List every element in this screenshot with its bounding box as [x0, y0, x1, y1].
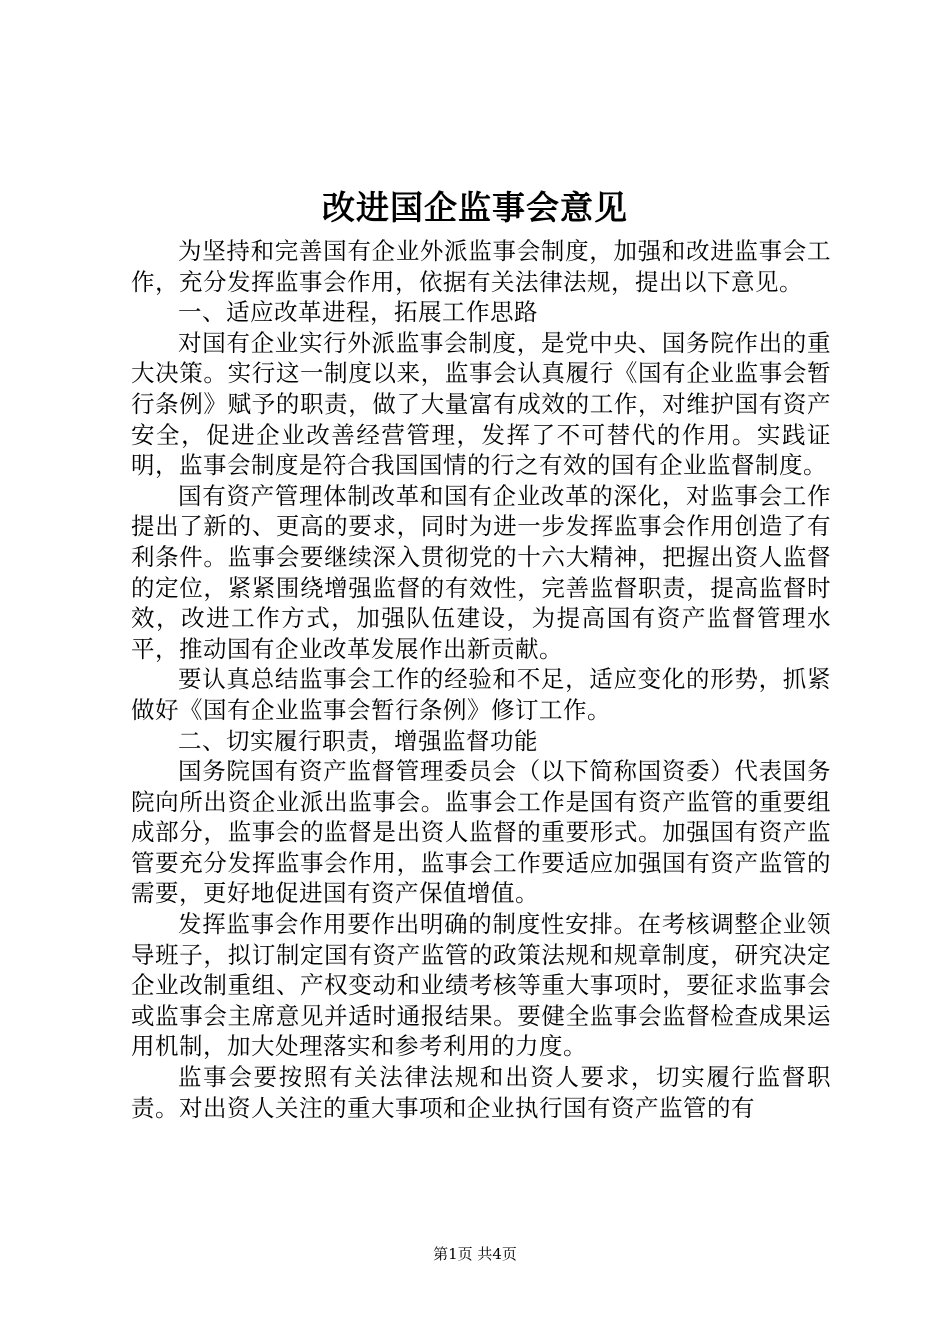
- paragraph: 监事会要按照有关法律法规和出资人要求，切实履行监督职责。对出资人关注的重大事项和企业执行国有资产监管的有: [131, 1063, 831, 1122]
- paragraph-intro: 为坚持和完善国有企业外派监事会制度，加强和改进监事会工作，充分发挥监事会作用，依据有关法律法规，提出以下意见。: [131, 237, 831, 296]
- paragraph: 国务院国有资产监督管理委员会（以下简称国资委）代表国务院向所出资企业派出监事会。监事会工作是国有资产监管的重要组成部分，监事会的监督是出资人监督的重要形式。加强国有资产监管要充分发挥监事会作用，监事会工作要适应加强国有资产监管的需要，更好地促进国有资产保值增值。: [131, 757, 831, 908]
- section-heading-2: 二、切实履行职责，增强监督功能: [178, 726, 538, 755]
- paragraph: 对国有企业实行外派监事会制度，是党中央、国务院作出的重大决策。实行这一制度以来，监事会认真履行《国有企业监事会暂行条例》赋予的职责，做了大量富有成效的工作，对维护国有资产安全，促进企业改善经营管理，发挥了不可替代的作用。实践证明，监事会制度是符合我国国情的行之有效的国有企业监督制度。: [131, 328, 831, 480]
- document-title: 改进国企监事会意见: [322, 188, 628, 227]
- page-number-footer: 第1页 共4页: [433, 1245, 517, 1263]
- paragraph: 国有资产管理体制改革和国有企业改革的深化，对监事会工作提出了新的、更高的要求，同时为进一步发挥监事会作用创造了有利条件。监事会要继续深入贯彻党的十六大精神，把握出资人监督的定位，紧紧围绕增强监督的有效性，完善监督职责，提高监督时效，改进工作方式，加强队伍建设，为提高国有资产监督管理水平，推动国有企业改革发展作出新贡献。: [131, 481, 831, 663]
- paragraph: 发挥监事会作用要作出明确的制度性安排。在考核调整企业领导班子，拟订制定国有资产监管的政策法规和规章制度，研究决定企业改制重组、产权变动和业绩考核等重大事项时，要征求监事会或监事会主席意见并适时通报结果。要健全监事会监督检查成果运用机制，加大处理落实和参考利用的力度。: [131, 910, 831, 1061]
- document-body: [131, 236, 831, 1123]
- paragraph: 要认真总结监事会工作的经验和不足，适应变化的形势，抓紧做好《国有企业监事会暂行条例》修订工作。: [131, 665, 831, 724]
- section-heading-1: 一、适应改革进程，拓展工作思路: [178, 298, 538, 327]
